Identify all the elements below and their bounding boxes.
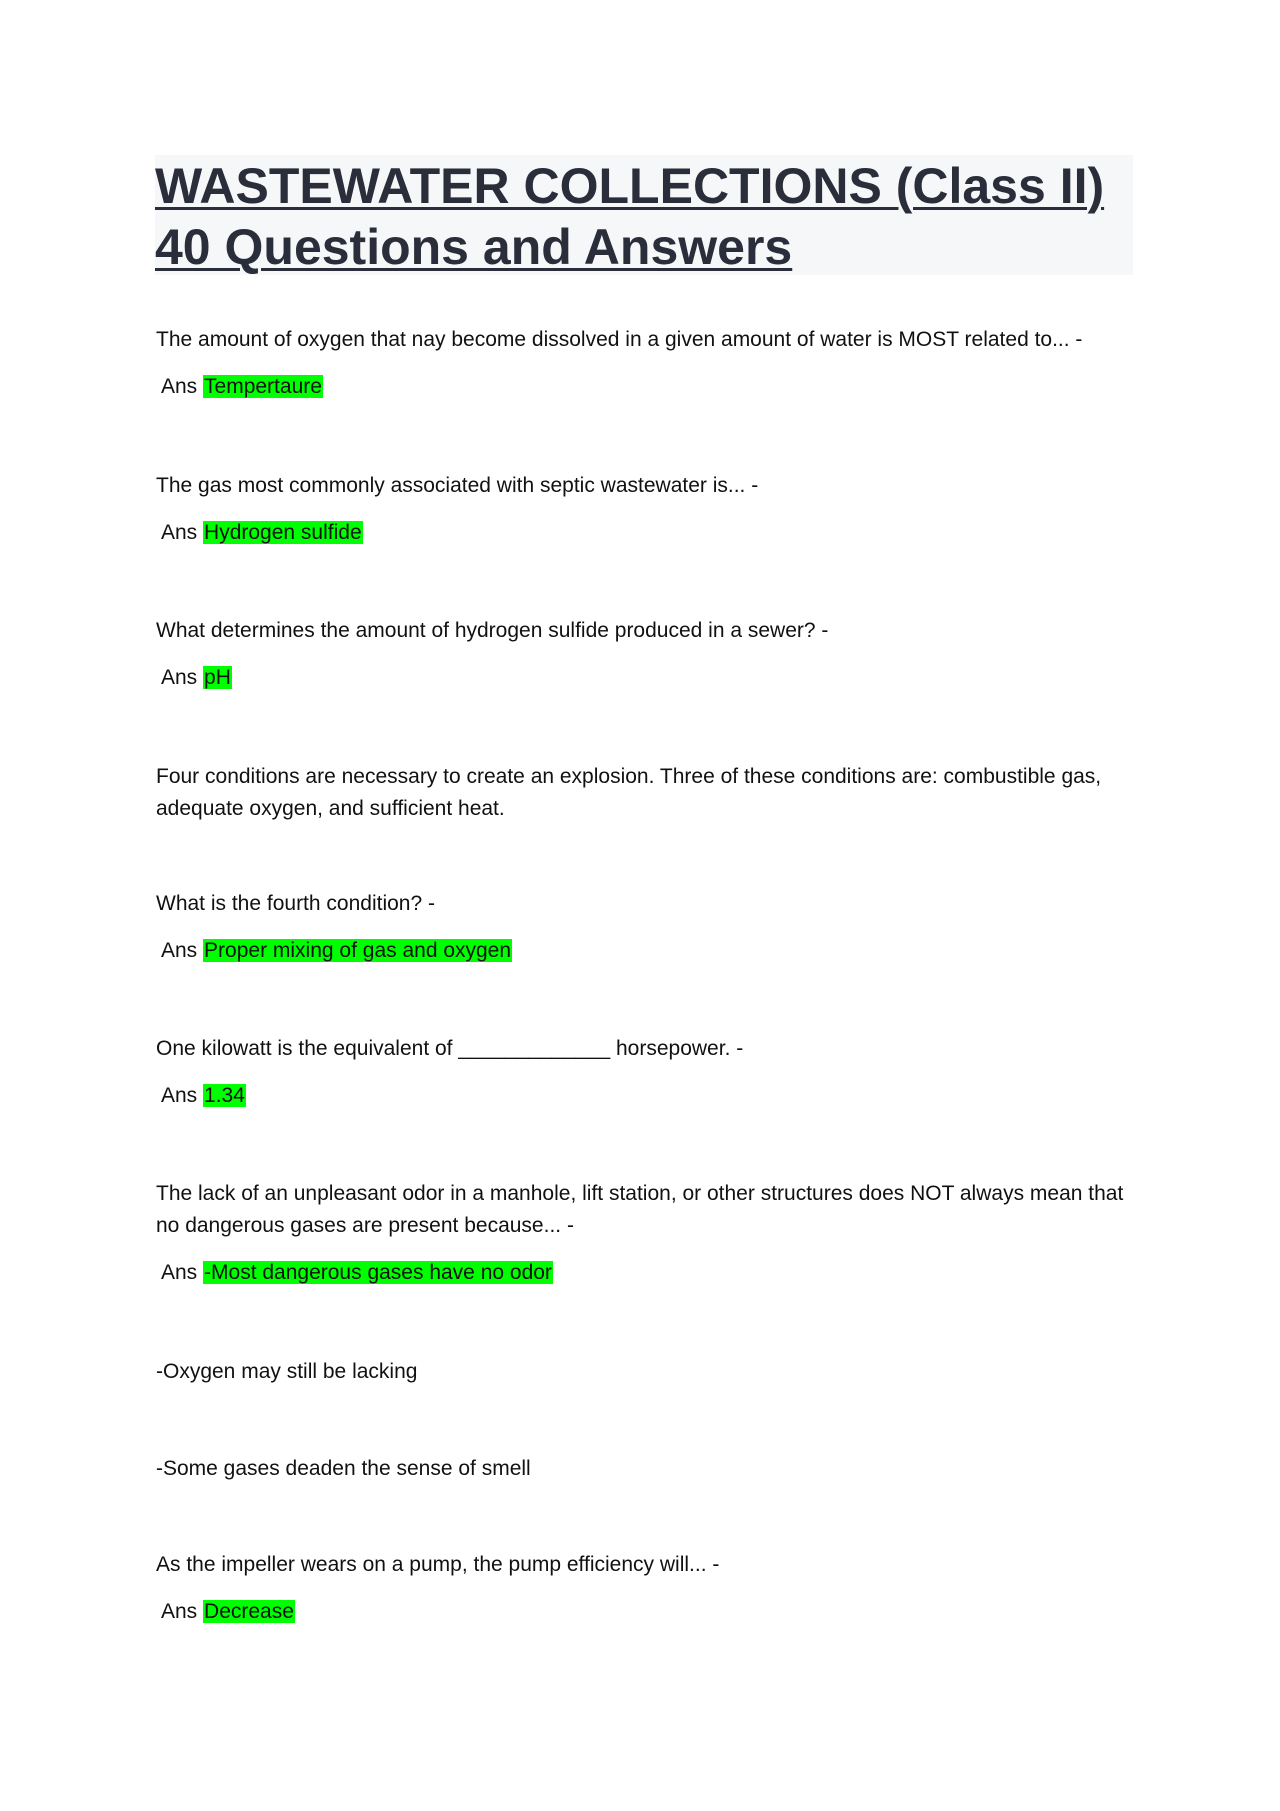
answer-prefix: Ans [161,939,198,962]
answer-line [161,1259,553,1286]
answer-prefix: Ans [161,1261,198,1284]
answer-prefix: Ans [161,666,198,689]
question-text: The gas most commonly associated with septic wastewater is... - [156,474,759,497]
answer-line [161,937,512,964]
answer-line [161,519,363,546]
question-text: What is the fourth condition? - [156,892,435,915]
answer-prefix: Ans [161,521,198,544]
question-text: The amount of oxygen that nay become dissolved in a given amount of water is MOST related to... - [156,328,1083,351]
answer-prefix: Ans [161,1600,198,1623]
answer-highlight: -Most dangerous gases have no odor [204,1261,552,1284]
list-item: -Oxygen may still be lacking [156,1360,418,1383]
answer-highlight: Decrease [204,1600,294,1623]
answer-highlight: Hydrogen sulfide [204,521,362,544]
answer-highlight: 1.34 [204,1084,245,1107]
question-text: The lack of an unpleasant odor in a manhole, lift station, or other structures does NOT always mean that no dangerous gases are present because... - [156,1182,1124,1237]
question-text: One kilowatt is the equivalent of _____________ horsepower. - [156,1037,744,1060]
answer-line [161,664,232,691]
answer-highlight: Proper mixing of gas and oxygen [204,939,512,962]
question-text: What determines the amount of hydrogen sulfide produced in a sewer? - [156,619,829,642]
answer-line [161,1598,295,1625]
answer-line [161,1082,246,1109]
answer-line [161,373,323,400]
question-text: As the impeller wears on a pump, the pump efficiency will... - [156,1553,720,1576]
answer-highlight: pH [204,666,231,689]
list-item: -Some gases deaden the sense of smell [156,1457,531,1480]
answer-prefix: Ans [161,1084,198,1107]
document-title: WASTEWATER COLLECTIONS (Class II) 40 Questions and Answers [155,158,1105,275]
question-text: Four conditions are necessary to create an explosion. Three of these conditions are: combustible gas, adequate oxygen, and sufficient heat. [156,765,1102,820]
answer-prefix: Ans [161,375,198,398]
answer-highlight: Tempertaure [204,375,322,398]
